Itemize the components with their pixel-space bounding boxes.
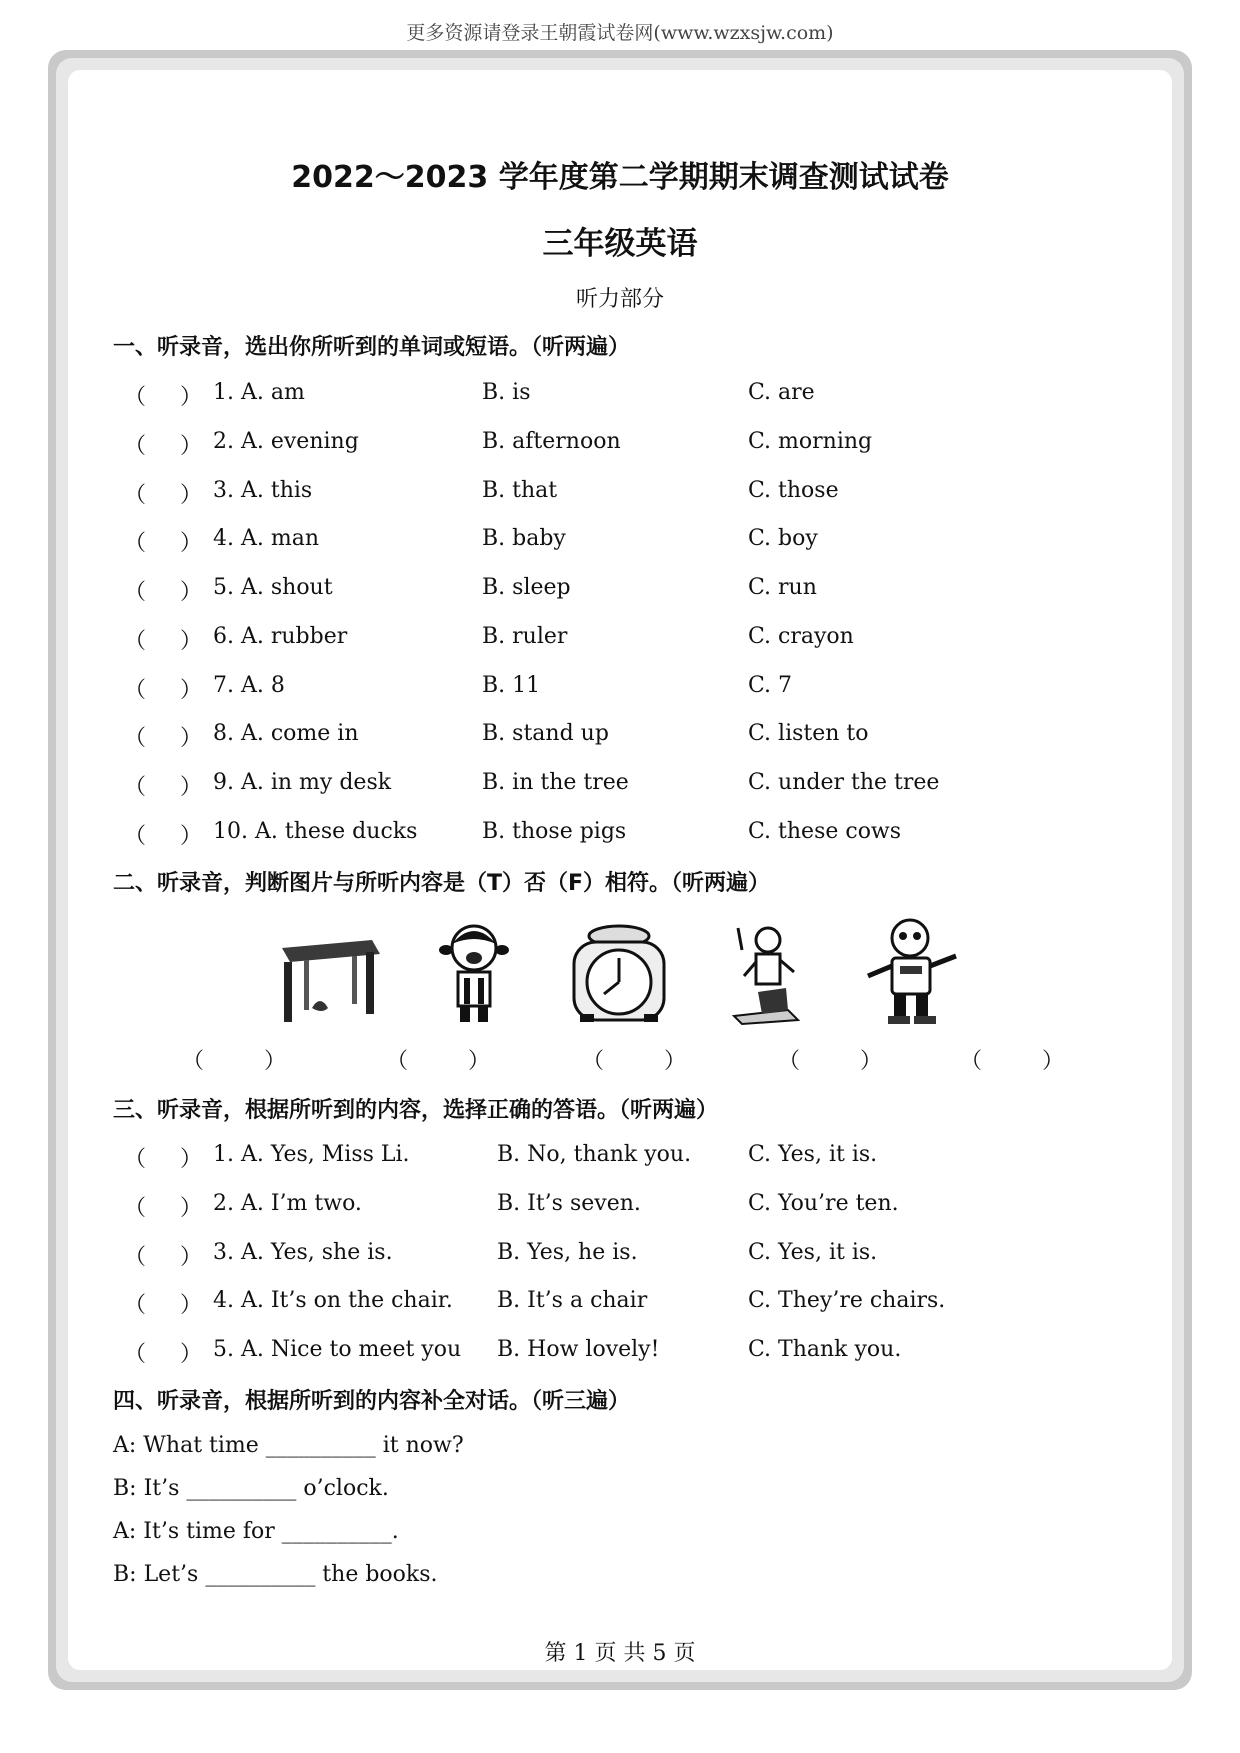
answer-bracket-open[interactable]: （ (124, 483, 147, 508)
s3-question-1 (0, 1142, 1240, 1172)
answer-bracket-close: ） (180, 483, 203, 508)
option-c: C. under the tree (748, 770, 940, 795)
option-b: B. It’s seven. (497, 1191, 641, 1216)
page-footer: 第 1 页 共 5 页 (544, 1641, 696, 1666)
s3-question-3 (0, 1240, 1240, 1270)
answer-bracket-open[interactable]: （ (124, 824, 147, 849)
option-c: C. run (748, 575, 817, 600)
picture-2-answer-close: ） (468, 1049, 491, 1074)
option-c: C. Thank you. (748, 1337, 902, 1362)
s1-question-3 (0, 478, 1240, 508)
answer-bracket-close: ） (180, 580, 203, 605)
option-b: B. those pigs (482, 819, 627, 844)
option-b: B. Yes, he is. (497, 1240, 638, 1265)
answer-bracket-open[interactable]: （ (124, 1342, 147, 1367)
s3-question-4 (0, 1288, 1240, 1318)
answer-bracket-open[interactable]: （ (124, 1293, 147, 1318)
part-label: 听力部分 (575, 287, 664, 312)
s1-question-6 (0, 624, 1240, 654)
answer-bracket-open[interactable]: （ (124, 580, 147, 605)
option-a: 4. A. It’s on the chair. (213, 1288, 453, 1313)
answer-bracket-open[interactable]: （ (124, 1245, 147, 1270)
answer-bracket-open[interactable]: （ (124, 678, 147, 703)
answer-bracket-close: ） (180, 726, 203, 751)
dialog-line-3: A: It’s time for __________. (113, 1519, 399, 1544)
answer-bracket-close: ） (180, 678, 203, 703)
s1-question-1 (0, 380, 1240, 410)
picture-4-answer-close: ） (860, 1049, 883, 1074)
option-c: C. these cows (748, 819, 902, 844)
picture-1-answer-open[interactable]: （ (182, 1049, 205, 1074)
option-a: 3. A. Yes, she is. (213, 1240, 393, 1265)
option-b: B. in the tree (482, 770, 629, 795)
answer-bracket-close: ） (180, 1245, 203, 1270)
section2-heading: 二、听录音，判断图片与所听内容是（T）否（F）相符。（听两遍） (113, 871, 771, 896)
option-c: C. You’re ten. (748, 1191, 899, 1216)
robot-picture (862, 916, 962, 1026)
option-b: B. It’s a chair (497, 1288, 648, 1313)
answer-bracket-open[interactable]: （ (124, 629, 147, 654)
picture-3-answer-close: ） (664, 1049, 687, 1074)
option-b: B. afternoon (482, 429, 621, 454)
s1-question-8 (0, 721, 1240, 751)
answer-bracket-open[interactable]: （ (124, 775, 147, 800)
option-a: 8. A. come in (213, 721, 359, 746)
picture-1-answer-close: ） (264, 1049, 287, 1074)
picture-2-answer-open[interactable]: （ (386, 1049, 409, 1074)
option-a: 1. A. Yes, Miss Li. (213, 1142, 410, 1167)
picture-4-answer-open[interactable]: （ (778, 1049, 801, 1074)
answer-bracket-open[interactable]: （ (124, 726, 147, 751)
s1-question-2 (0, 429, 1240, 459)
answer-bracket-close: ） (180, 824, 203, 849)
option-b: B. that (482, 478, 558, 503)
picture-5-answer-open[interactable]: （ (960, 1049, 983, 1074)
option-c: C. crayon (748, 624, 854, 649)
answer-bracket-close: ） (180, 531, 203, 556)
option-c: C. 7 (748, 673, 793, 698)
answer-bracket-open[interactable]: （ (124, 1196, 147, 1221)
s3-question-5 (0, 1337, 1240, 1367)
s1-question-5 (0, 575, 1240, 605)
answer-bracket-close: ） (180, 775, 203, 800)
option-c: C. Yes, it is. (748, 1240, 878, 1265)
exam-subtitle: 三年级英语 (542, 226, 698, 262)
section4-heading: 四、听录音，根据所听到的内容补全对话。（听三遍） (113, 1389, 631, 1414)
option-c: C. are (748, 380, 815, 405)
option-b: B. is (482, 380, 531, 405)
picture-3-answer-open[interactable]: （ (582, 1049, 605, 1074)
answer-bracket-open[interactable]: （ (124, 434, 147, 459)
answer-bracket-close: ） (180, 629, 203, 654)
dialog-line-2: B: It’s __________ o’clock. (113, 1476, 389, 1501)
option-b: B. How lovely! (497, 1337, 660, 1362)
option-c: C. listen to (748, 721, 869, 746)
option-a: 4. A. man (213, 526, 320, 551)
answer-bracket-close: ） (180, 1342, 203, 1367)
answer-bracket-close: ） (180, 1293, 203, 1318)
option-b: B. No, thank you. (497, 1142, 692, 1167)
option-a: 1. A. am (213, 380, 305, 405)
option-a: 7. A. 8 (213, 673, 285, 698)
option-b: B. ruler (482, 624, 568, 649)
s1-question-10 (0, 819, 1240, 849)
option-a: 3. A. this (213, 478, 313, 503)
answer-bracket-close: ） (180, 385, 203, 410)
s1-question-7 (0, 673, 1240, 703)
option-c: C. those (748, 478, 839, 503)
option-a: 5. A. Nice to meet you (213, 1337, 462, 1362)
clock-picture (566, 922, 672, 1026)
option-c: C. morning (748, 429, 873, 454)
option-a: 9. A. in my desk (213, 770, 392, 795)
option-a: 2. A. evening (213, 429, 359, 454)
dialog-line-1: A: What time __________ it now? (113, 1433, 464, 1458)
option-c: C. Yes, it is. (748, 1142, 878, 1167)
s1-question-9 (0, 770, 1240, 800)
section1-heading: 一、听录音，选出你所听到的单词或短语。（听两遍） (113, 335, 631, 360)
option-c: C. They’re chairs. (748, 1288, 946, 1313)
section3-heading: 三、听录音，根据所听到的内容，选择正确的答语。（听两遍） (113, 1098, 719, 1123)
option-a: 10. A. these ducks (213, 819, 418, 844)
option-b: B. stand up (482, 721, 609, 746)
option-b: B. baby (482, 526, 566, 551)
answer-bracket-open[interactable]: （ (124, 531, 147, 556)
desk-picture (272, 918, 386, 1028)
answer-bracket-close: ） (180, 434, 203, 459)
option-a: 6. A. rubber (213, 624, 348, 649)
s1-question-4 (0, 526, 1240, 556)
option-c: C. boy (748, 526, 818, 551)
boy-picture (728, 920, 810, 1026)
header-note: 更多资源请登录王朝霞试卷网(www.wzxsjw.com) (406, 22, 834, 44)
option-b: B. 11 (482, 673, 541, 698)
option-a: 2. A. I’m two. (213, 1191, 362, 1216)
dialog-line-4: B: Let’s __________ the books. (113, 1562, 438, 1587)
picture-5-answer-close: ） (1042, 1049, 1065, 1074)
exam-title: 2022～2023 学年度第二学期期末调查测试试卷 (291, 160, 949, 195)
answer-bracket-open[interactable]: （ (124, 1147, 147, 1172)
option-b: B. sleep (482, 575, 571, 600)
option-a: 5. A. shout (213, 575, 333, 600)
answer-bracket-open[interactable]: （ (124, 385, 147, 410)
answer-bracket-close: ） (180, 1196, 203, 1221)
answer-bracket-close: ） (180, 1147, 203, 1172)
girl-picture (432, 920, 516, 1024)
s3-question-2 (0, 1191, 1240, 1221)
